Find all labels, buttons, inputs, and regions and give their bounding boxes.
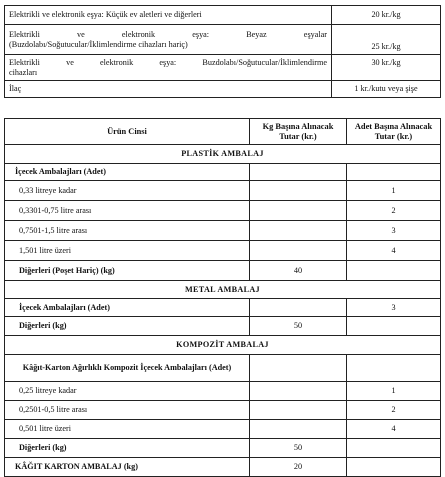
per-unit-value: 4 — [347, 420, 441, 439]
table-row — [5, 355, 441, 382]
table-row — [5, 317, 441, 336]
per-unit-value: 3 — [347, 221, 441, 241]
section-row — [5, 336, 441, 355]
row-label: 0,501 litre üzeri — [5, 420, 250, 439]
per-unit-value: 2 — [347, 201, 441, 221]
row-label: 0,2501-0,5 litre arası — [5, 401, 250, 420]
item-description — [5, 25, 332, 55]
table-row — [5, 261, 441, 281]
fee-table-packaging — [4, 118, 441, 477]
per-kg-value: 50 — [250, 439, 347, 458]
table-row — [5, 241, 441, 261]
table-row — [5, 401, 441, 420]
row-label: KÂĞIT KARTON AMBALAJ (kg) — [5, 458, 250, 477]
table-row — [5, 81, 441, 98]
per-unit-value: 1 — [347, 181, 441, 201]
per-kg-value: 20 — [250, 458, 347, 477]
item-fee: 1 kr./kutu veya şişe — [332, 81, 441, 98]
item-description-line2: (Buzdolabı/Soğutucular/İklimlendirme cihazları hariç) — [9, 39, 188, 49]
row-label: Diğerleri (kg) — [5, 317, 250, 336]
header-row — [5, 119, 441, 145]
table-row — [5, 458, 441, 477]
item-fee: 30 kr./kg — [332, 55, 441, 81]
section-row — [5, 145, 441, 164]
item-description-line1: Elektrikli ve elektronik eşya: Buzdolabı/Soğutucular/İklimlendirme — [9, 57, 327, 67]
section-title-metal: METAL AMBALAJ — [5, 281, 441, 299]
table-row — [5, 181, 441, 201]
section-row — [5, 281, 441, 299]
table-row — [5, 382, 441, 401]
item-description-line2: cihazları — [9, 67, 38, 77]
item-description — [5, 55, 332, 81]
item-fee: 25 kr./kg — [332, 25, 441, 55]
row-label: 0,7501-1,5 litre arası — [5, 221, 250, 241]
column-header-per-unit: Adet Başına Alınacak Tutar (kr.) — [347, 119, 441, 145]
row-label: Diğerleri (Poşet Hariç) (kg) — [5, 261, 250, 281]
per-kg-value: 50 — [250, 317, 347, 336]
row-label: 0,25 litreye kadar — [5, 382, 250, 401]
row-label: Kâğıt-Karton Ağırlıklı Kompozit İçecek Ambalajları (Adet) — [5, 355, 250, 382]
item-description-line1: Elektrikli ve elektronik eşya: Beyaz eşyalar — [9, 29, 327, 39]
column-header-per-kg: Kg Başına Alınacak Tutar (kr.) — [250, 119, 347, 145]
item-description: İlaç — [5, 81, 332, 98]
table-row — [5, 299, 441, 317]
item-description: Elektrikli ve elektronik eşya: Küçük ev aletleri ve diğerleri — [5, 6, 332, 25]
table-row — [5, 439, 441, 458]
section-title-plastic: PLASTİK AMBALAJ — [5, 145, 441, 164]
item-fee: 20 kr./kg — [332, 6, 441, 25]
table-row — [5, 201, 441, 221]
row-label: 0,3301-0,75 litre arası — [5, 201, 250, 221]
row-label: İçecek Ambalajları (Adet) — [5, 164, 250, 181]
per-unit-value: 1 — [347, 382, 441, 401]
per-kg-value: 40 — [250, 261, 347, 281]
table-row — [5, 164, 441, 181]
table-row — [5, 221, 441, 241]
section-title-composite: KOMPOZİT AMBALAJ — [5, 336, 441, 355]
column-header-product: Ürün Cinsi — [5, 119, 250, 145]
per-unit-value: 3 — [347, 299, 441, 317]
row-label: 1,501 litre üzeri — [5, 241, 250, 261]
table-row — [5, 420, 441, 439]
per-unit-value: 2 — [347, 401, 441, 420]
table-row — [5, 6, 441, 25]
row-label: 0,33 litreye kadar — [5, 181, 250, 201]
table-row — [5, 25, 441, 55]
per-unit-value: 4 — [347, 241, 441, 261]
row-label: Diğerleri (kg) — [5, 439, 250, 458]
table-row — [5, 55, 441, 81]
row-label: İçecek Ambalajları (Adet) — [5, 299, 250, 317]
fee-table-electronics — [4, 5, 441, 98]
